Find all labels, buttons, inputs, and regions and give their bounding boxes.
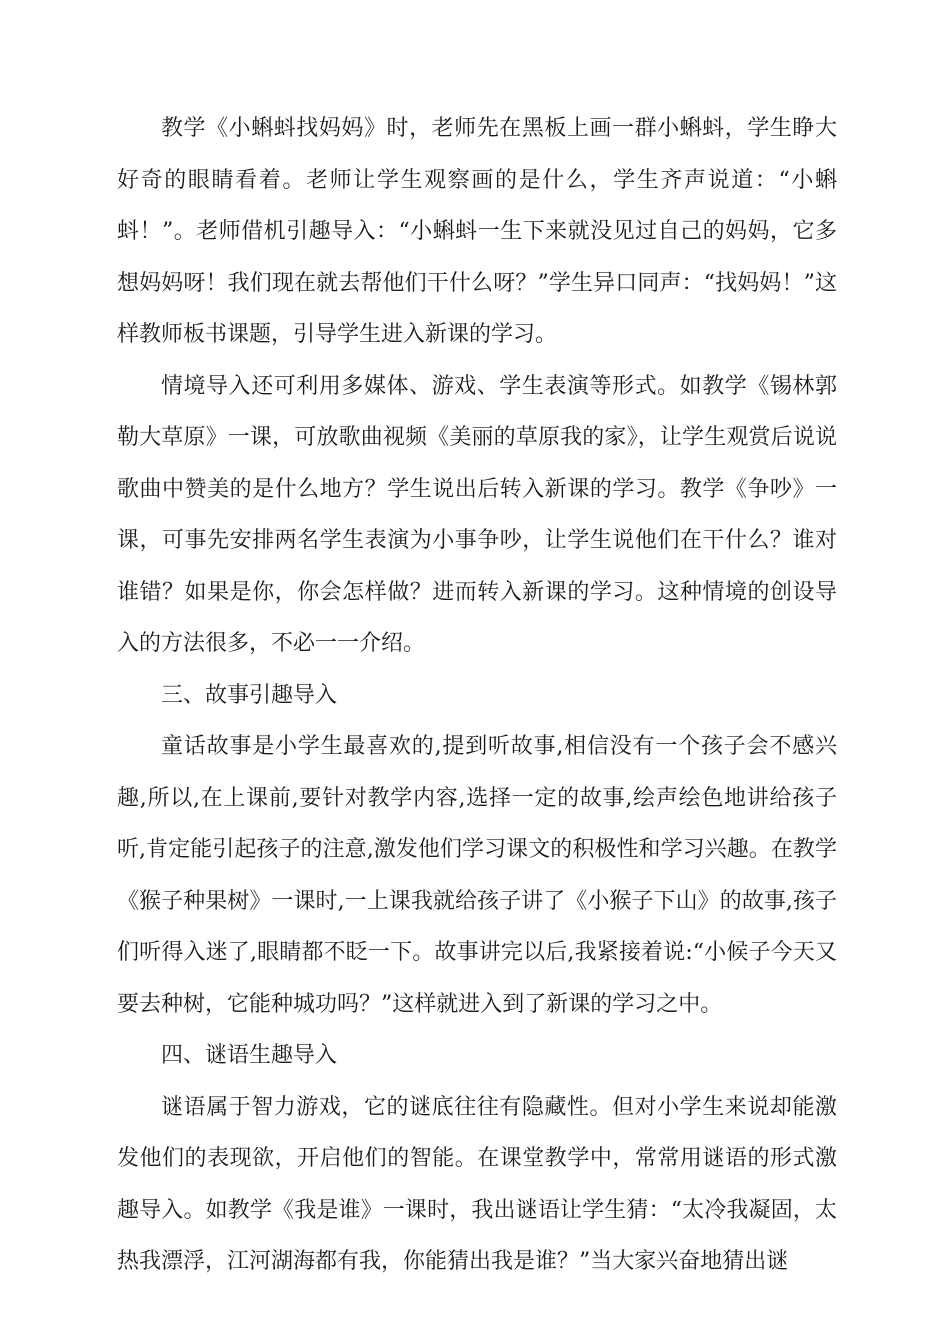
document-body (117, 103, 837, 1288)
paragraph-tadpole-example: 教学《小蝌蚪找妈妈》时，老师先在黑板上画一群小蝌蚪，学生睁大好奇的眼睛看着。老师让学生观察画的是什么，学生齐声说道：“小蝌蚪！”。老师借机引趣导入：“小蝌蚪一生下来就没见过自己的妈妈，它多想妈妈呀！我们现在就去帮他们干什么呀？”学生异口同声：“找妈妈！”这样教师板书课题，引导学生进入新课的学习。 (117, 116, 837, 347)
paragraph-riddle-intro: 谜语属于智力游戏，它的谜底往往有隐藏性。但对小学生来说却能激发他们的表现欲，开启他们的智能。在课堂教学中，常常用谜语的形式激趣导入。如教学《我是谁》一课时，我出谜语让学生猜：“太冷我凝固，太热我漂浮，江河湖海都有我，你能猜出我是谁？”当大家兴奋地猜出谜 (117, 1094, 837, 1274)
section-heading-riddle: 四、谜语生趣导入 (161, 1043, 338, 1068)
paragraph-story-intro: 童话故事是小学生最喜欢的,提到听故事,相信没有一个孩子会不感兴趣,所以,在上课前,要针对教学内容,选择一定的故事,绘声绘色地讲给孩子听,肯定能引起孩子的注意,激发他们学习课文的积极性和学习兴趣。在教学《猴子种果树》一课时,一上课我就给孩子讲了《小猴子下山》的故事,孩子们听得入迷了,眼睛都不眨一下。故事讲完以后,我紧接着说:“小候子今天又要去种树，它能种城功吗？”这样就进入到了新课的学习之中。 (117, 734, 837, 1017)
section-heading-story: 三、故事引趣导入 (161, 682, 338, 708)
paragraph-situational-intro: 情境导入还可利用多媒体、游戏、学生表演等形式。如教学《锡林郭勒大草原》一课，可放歌曲视频《美丽的草原我的家》，让学生观赏后说说歌曲中赞美的是什么地方？学生说出后转入新课的学习。教学《争吵》一课，可事先安排两名学生表演为小事争吵，让学生说他们在干什么？谁对谁错？如果是你，你会怎样做？进而转入新课的学习。这种情境的创设导入的方法很多，不必一一介绍。 (117, 373, 837, 656)
